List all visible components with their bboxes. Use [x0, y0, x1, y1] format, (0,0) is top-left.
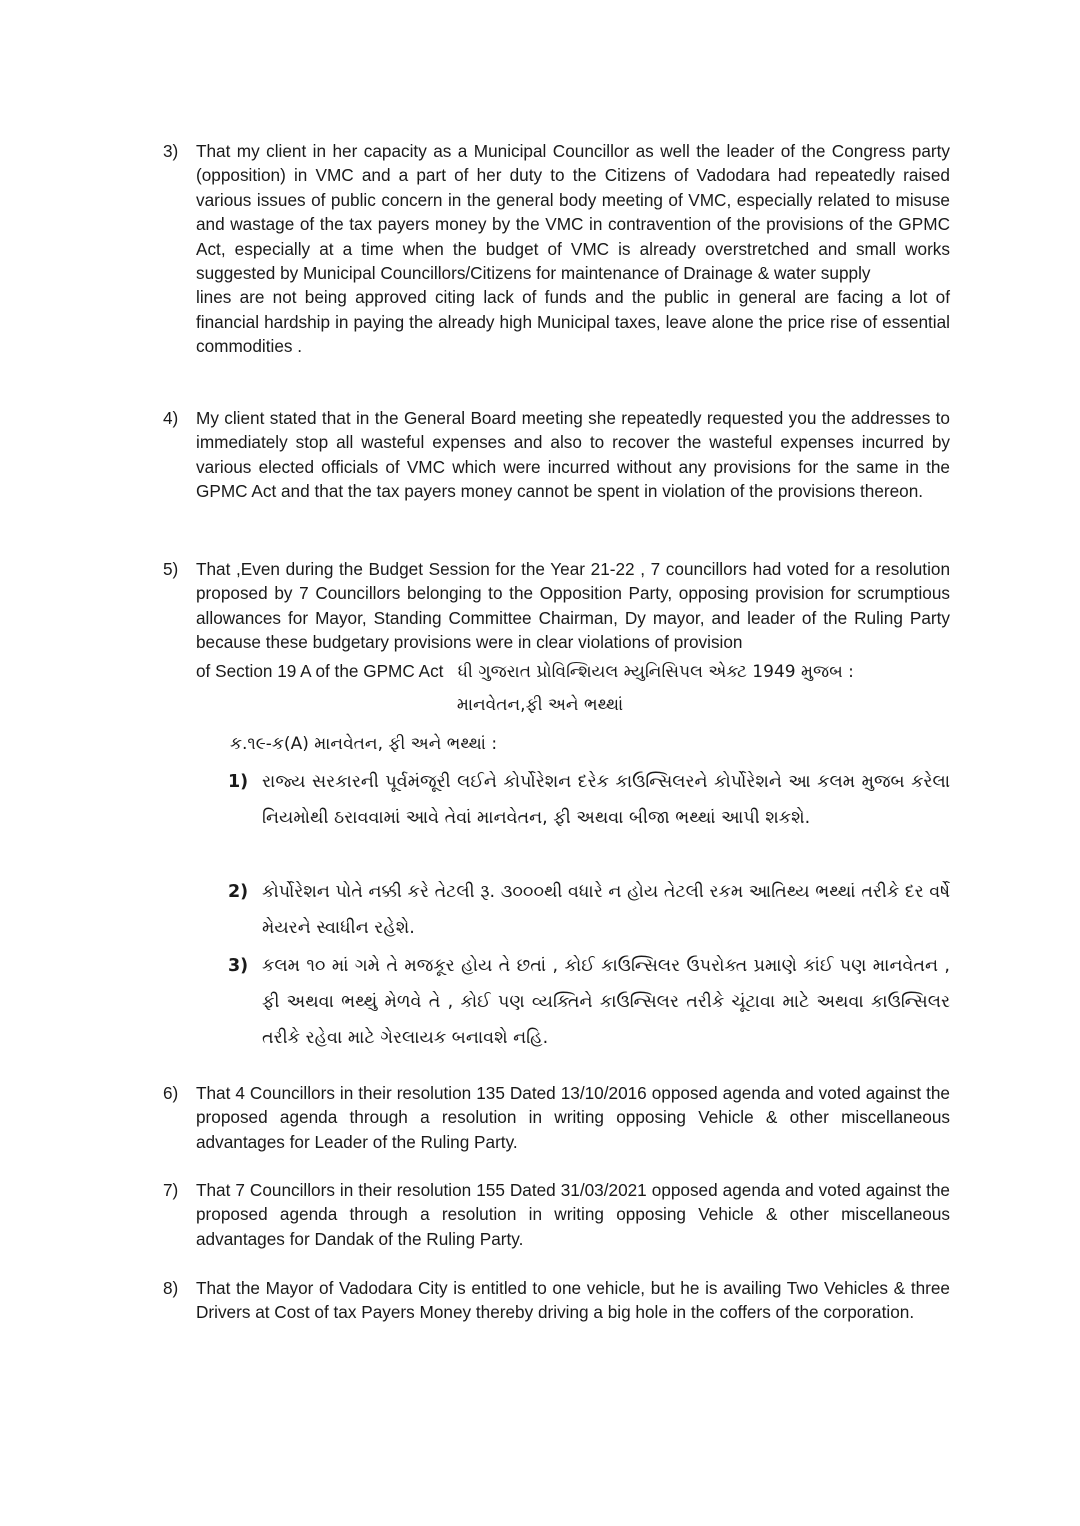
item-paragraph: That ,Even during the Budget Session for the Year 21-22 , 7 councillors had voted for a resolution proposed by 7 Councillors belonging to the Opposition Party, opposing provision for scrumptious allowances for Mayor, Standing Committee Chairman, Dy mayor, and leader of the Ruling Party because these budgetary provisions were in clear violations of provision [196, 559, 950, 653]
gujarati-point [228, 948, 950, 1056]
gujarati-point-text: કલમ ૧૦ માં ગમે તે મજકૂર હોય તે છતાં , કોઈ કાઉન્સિલર ઉપરોક્ત પ્રમાણે કાંઈ પણ માનવેતન , ફી અથવા ભથ્થું મેળવે તે , કોઈ પણ વ્યક્તિને કાઉન્સિલર તરીકે ચૂંટાવા માટે અથવા કાઉન્સિલર તરીકે રહેવા માટે ગેરલાયક બનાવશે નહિ. [262, 956, 950, 1048]
item-number: 5) [163, 559, 179, 579]
item-number: 3) [163, 141, 179, 161]
list-item [163, 1081, 950, 1154]
list-item [163, 139, 950, 359]
list-item [163, 406, 950, 504]
item-last-line-gujarati: ધી ગુજરાત પ્રોવિન્શિયલ મ્યુનિસિપલ એક્ટ 1949 મુજબ : [457, 661, 854, 682]
item-number: 8) [163, 1278, 179, 1298]
gujarati-point-number: 1) [228, 772, 249, 792]
gujarati-point [228, 764, 950, 836]
gujarati-point-number: 3) [228, 956, 249, 976]
gujarati-point [228, 874, 950, 946]
item-last-line-english: of Section 19 A of the GPMC Act [196, 660, 444, 681]
item-body [196, 557, 950, 684]
list-item [163, 1276, 950, 1325]
gujarati-heading: માનવેતન,ફી અને ભથ્થાં [456, 695, 624, 715]
item-paragraph: My client stated that in the General Board meeting she repeatedly requested you the addresses to immediately stop all wasteful expenses and also to recover the wasteful expenses incurred by various elected officials of VMC which were incurred without any provisions for the same in the GPMC Act and that the tax payers money cannot be spent in violation of the provisions thereon. [196, 408, 950, 502]
item-paragraph: That my client in her capacity as a Municipal Councillor as well the leader of the Congress party (opposition) in VMC and a part of her duty to the Citizens of Vadodara had repeatedly raised various issues of public concern in the general body meeting of VMC, especially related to misuse and wastage of the tax payers money by the VMC in contravention of the provisions of the GPMC Act, especially at a time when the budget of VMC is already overstretched and small works suggested by Municipal Councillors/Citizens for maintenance of Drainage & water supply [196, 141, 950, 284]
item-paragraph: That 7 Councillors in their resolution 155 Dated 31/03/2021 opposed agenda and voted against the proposed agenda through a resolution in writing opposing Vehicle & other miscellaneous advantages for Dandak of the Ruling Party. [196, 1180, 950, 1249]
list-item [163, 557, 950, 684]
item-body [196, 1178, 950, 1251]
gujarati-point-text: રાજ્ય સરકારની પૂર્વમંજૂરી લઈને કોર્પોરેશન દરેક કાઉન્સિલરને કોર્પોરેશને આ કલમ મુજબ કરેલા નિયમોથી ઠરાવવામાં આવે તેવાં માનવેતન, ફી અથવા બીજા ભથ્થાં આપી શકશે. [262, 772, 950, 828]
item-paragraph: lines are not being approved citing lack of funds and the public in general are facing a lot of financial hardship in paying the already high Municipal taxes, leave alone the price rise of essential commodities . [196, 287, 950, 357]
item-body [196, 139, 950, 359]
item-number: 4) [163, 408, 179, 428]
item-number: 7) [163, 1180, 179, 1200]
gujarati-point-number: 2) [228, 882, 249, 902]
item-paragraph: That the Mayor of Vadodara City is entitled to one vehicle, but he is availing Two Vehicles & three Drivers at Cost of tax Payers Money thereby driving a big hole in the coffers of the corporation. [196, 1278, 950, 1323]
item-body [196, 406, 950, 504]
list-item [163, 1178, 950, 1251]
gujarati-point-text: કોર્પોરેશન પોતે નક્કી કરે તેટલી રૂ. ૩૦૦૦થી વધારે ન હોય તેટલી રકમ આતિથ્ય ભથ્થાં તરીકે દર વર્ષે મેયરને સ્વાધીન રહેશે. [262, 882, 950, 938]
item-body [196, 1081, 950, 1154]
item-last-line [196, 659, 950, 684]
item-paragraph: That 4 Councillors in their resolution 135 Dated 13/10/2016 opposed agenda and voted against the proposed agenda through a resolution in writing opposing Vehicle & other miscellaneous advantages for Leader of the Ruling Party. [196, 1083, 950, 1152]
item-body [196, 1276, 950, 1325]
gujarati-subheading: ક.૧૯-ક(A) માનવેતન, ફી અને ભથ્થાં : [230, 734, 498, 754]
item-number: 6) [163, 1083, 179, 1103]
